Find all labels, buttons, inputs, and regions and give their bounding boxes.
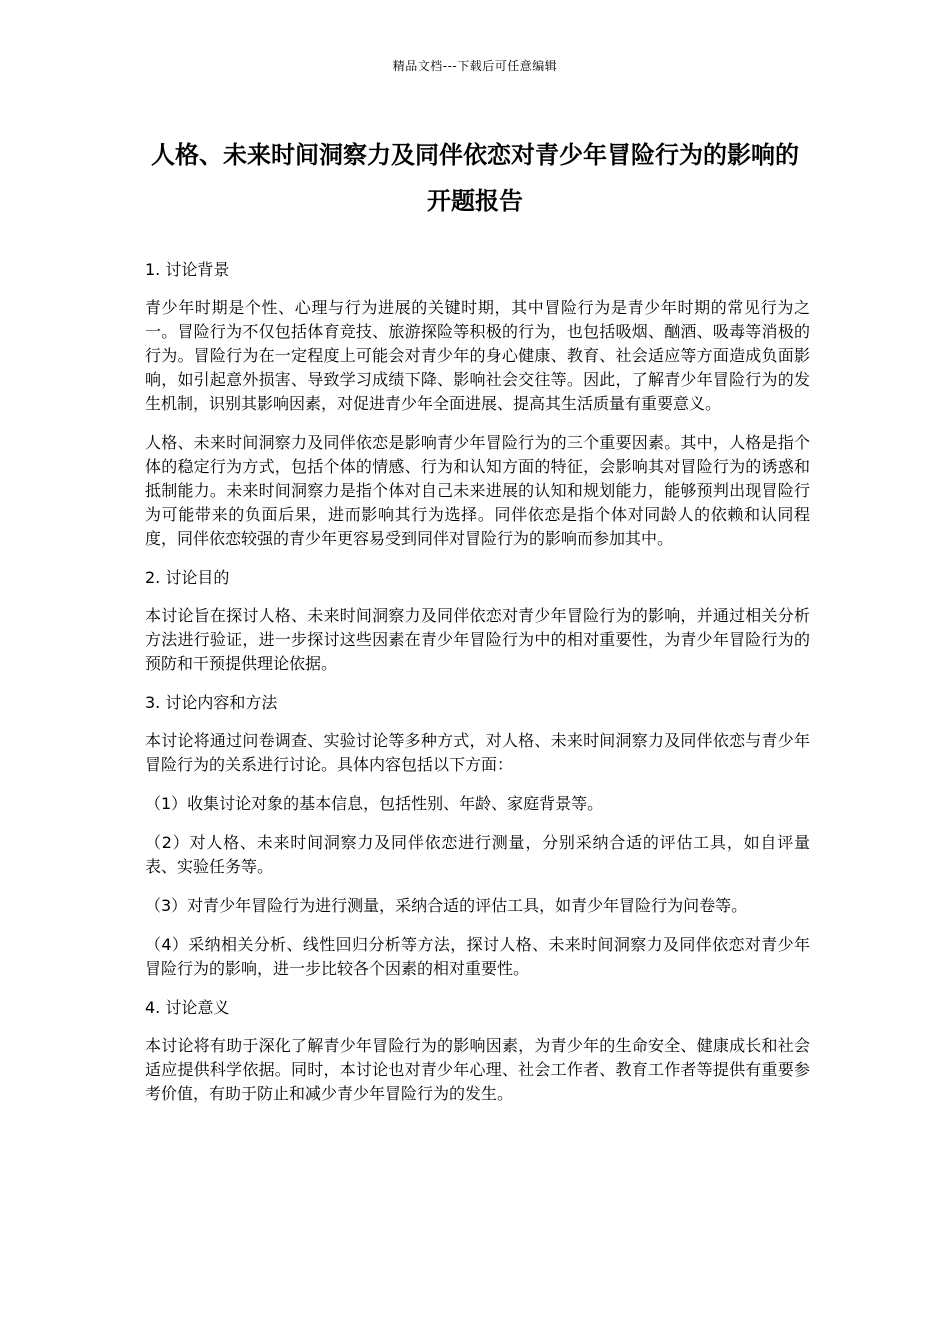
section-heading: 3. 讨论内容和方法: [145, 693, 278, 712]
section-heading: 4. 讨论意义: [145, 998, 230, 1017]
section-background: [145, 258, 810, 551]
paragraph: 本讨论将有助于深化了解青少年冒险行为的影响因素，为青少年的生命安全、健康成长和社会适应提供科学依据。同时，本讨论也对青少年心理、社会工作者、教育工作者等提供有重要参考价值，有助于防止和减少青少年冒险行为的发生。: [145, 1036, 810, 1103]
document-body: [145, 258, 810, 1106]
list-item: （1）收集讨论对象的基本信息，包括性别、年龄、家庭背景等。: [145, 794, 604, 813]
section-purpose: [145, 566, 810, 676]
paragraph: 本讨论将通过问卷调查、实验讨论等多种方式，对人格、未来时间洞察力及同伴依恋与青少年冒险行为的关系进行讨论。具体内容包括以下方面：: [145, 731, 810, 774]
header-note: 精品文档---下载后可任意编辑: [392, 59, 558, 73]
section-content-and-methods: [145, 691, 810, 981]
list-item: （2）对人格、未来时间洞察力及同伴依恋进行测量，分别采纳合适的评估工具，如自评量表、实验任务等。: [145, 833, 810, 876]
list-item: （4）采纳相关分析、线性回归分析等方法，探讨人格、未来时间洞察力及同伴依恋对青少年冒险行为的影响，进一步比较各个因素的相对重要性。: [145, 935, 810, 978]
document-title: 人格、未来时间洞察力及同伴依恋对青少年冒险行为的影响的开题报告: [151, 141, 799, 215]
paragraph: 本讨论旨在探讨人格、未来时间洞察力及同伴依恋对青少年冒险行为的影响，并通过相关分析方法进行验证，进一步探讨这些因素在青少年冒险行为中的相对重要性，为青少年冒险行为的预防和干预提供理论依据。: [145, 606, 810, 673]
paragraph: 人格、未来时间洞察力及同伴依恋是影响青少年冒险行为的三个重要因素。其中，人格是指个体的稳定行为方式，包括个体的情感、行为和认知方面的特征，会影响其对冒险行为的诱惑和抵制能力。未来时间洞察力是指个体对自己未来进展的认知和规划能力，能够预判出现冒险行为可能带来的负面后果，进而影响其行为选择。同伴依恋是指个体对同龄人的依赖和认同程度，同伴依恋较强的青少年更容易受到同伴对冒险行为的影响而参加其中。: [145, 433, 810, 548]
section-significance: [145, 996, 810, 1106]
section-heading: 1. 讨论背景: [145, 260, 230, 279]
list-item: （3）对青少年冒险行为进行测量，采纳合适的评估工具，如青少年冒险行为问卷等。: [145, 896, 748, 915]
section-heading: 2. 讨论目的: [145, 568, 230, 587]
paragraph: 青少年时期是个性、心理与行为进展的关键时期，其中冒险行为是青少年时期的常见行为之一。冒险行为不仅包括体育竞技、旅游探险等积极的行为，也包括吸烟、酗酒、吸毒等消极的行为。冒险行为在一定程度上可能会对青少年的身心健康、教育、社会适应等方面造成负面影响，如引起意外损害、导致学习成绩下降、影响社会交往等。因此，了解青少年冒险行为的发生机制，识别其影响因素，对促进青少年全面进展、提高其生活质量有重要意义。: [145, 298, 810, 413]
